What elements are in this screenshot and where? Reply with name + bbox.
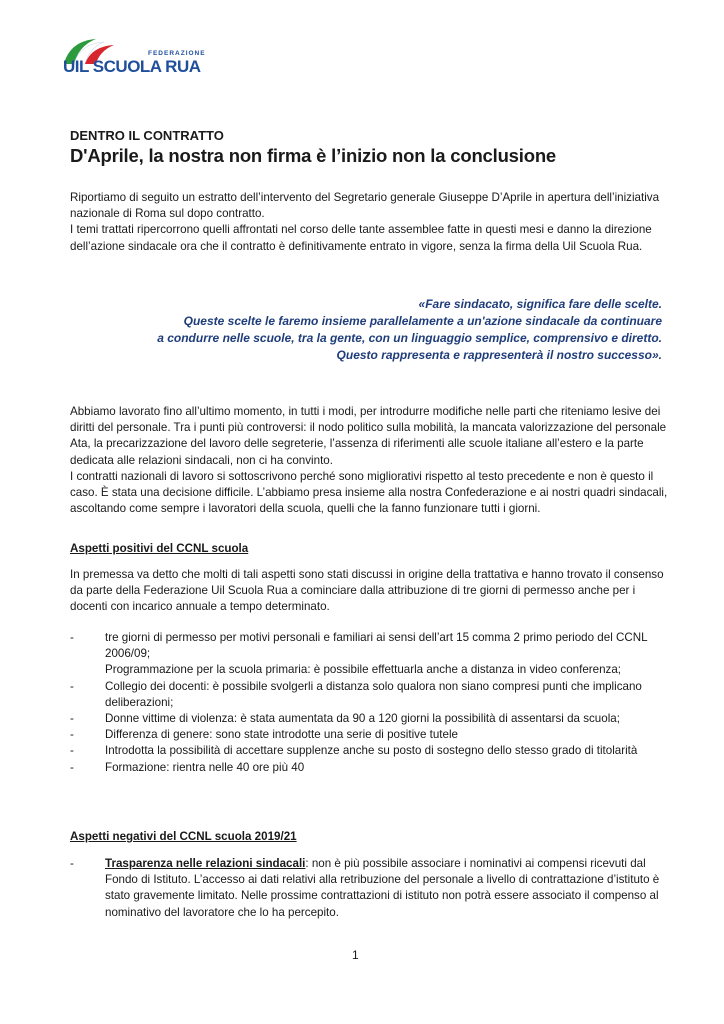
- list-item-text: Collegio dei docenti: è possibile svolgerli a distanza solo qualora non siano compresi punti che implicano deliberazioni;: [105, 679, 642, 709]
- page-number: 1: [352, 948, 359, 962]
- bullet-dash: -: [70, 857, 74, 870]
- list-item: [70, 760, 680, 776]
- list-item-text: : non è più possibile associare i nominativi ai compensi ricevuti dal Fondo di Istituto. L’accesso ai dati relativi alla retribuzione del personale a livello di contrattazione d’istituto è stato gravemente limitato. Nelle prossime contrattazioni di istituto non potrà essere associato il compenso al nominativo del lavoratore che lo ha percepito.: [105, 857, 660, 919]
- list-item: [70, 679, 680, 711]
- body-paragraph: [70, 404, 670, 517]
- quote-line: «Fare sindacato, significa fare delle scelte.: [418, 297, 662, 311]
- positive-aspects-list: [70, 630, 680, 776]
- quote-line: a condurre nelle scuole, tra la gente, con un linguaggio semplice, comprensivo e diretto.: [157, 331, 662, 345]
- bullet-dash: -: [70, 712, 74, 726]
- list-item-subtext: Programmazione per la scuola primaria: è possibile effettuarla anche a distanza in video conferenza;: [105, 663, 621, 677]
- quote-line: Questo rappresenta e rappresenterà il nostro successo».: [336, 348, 662, 362]
- body-line: I contratti nazionali di lavoro si sottoscrivono perché sono migliorativi rispetto al testo precedente e non è questo il caso. È stata una decisione difficile. L’abbiamo presa insieme alla nostra Confederazione e ai nostri quadri sindacali, ascoltando come sempre i lavoratori della scuola, quelli che la fanno funzionare tutti i giorni.: [70, 469, 668, 516]
- bullet-dash: -: [70, 728, 74, 742]
- bullet-dash: -: [70, 679, 74, 693]
- list-item: [70, 630, 680, 679]
- pull-quote: [102, 296, 662, 364]
- list-item-text: tre giorni di permesso per motivi personali e familiari ai sensi dell’art 15 comma 2 primo periodo del CCNL 2006/09;: [105, 631, 648, 661]
- logo-federazione-text: FEDERAZIONE: [148, 50, 206, 57]
- negative-aspects-list: [70, 856, 680, 921]
- article-title: D'Aprile, la nostra non firma è l’inizio non la conclusione: [70, 145, 557, 166]
- list-item: [70, 856, 680, 921]
- bullet-dash: -: [70, 760, 74, 774]
- body-line: Abbiamo lavorato fino all’ultimo momento, in tutti i modi, per introdurre modifiche nelle parti che riteniamo lesive dei diritti del personale. Tra i punti più controversi: il nodo politico sulla mobilità, la mancata valorizzazione del personale Ata, la precarizzazione del lavoro delle segreterie, l’assenza di riferimenti alle scuole italiane all’estero e la parte dedicata alle relazioni sindacali, non ci ha convinto.: [70, 405, 667, 467]
- positive-intro-paragraph: [70, 567, 670, 616]
- list-item-text: Donne vittime di violenza: è stata aumentata da 90 a 120 giorni la possibilità di assentarsi da scuola;: [105, 712, 620, 726]
- positive-aspects-heading: Aspetti positivi del CCNL scuola: [70, 542, 249, 555]
- article-kicker: DENTRO IL CONTRATTO: [70, 128, 224, 143]
- list-item-text: Differenza di genere: sono state introdotte una serie di positive tutele: [105, 728, 458, 742]
- list-item: [70, 743, 680, 759]
- list-item-text: Formazione: rientra nelle 40 ore più 40: [105, 760, 305, 774]
- logo-brand-text: UIL SCUOLA RUA: [63, 57, 201, 76]
- list-item-text: Introdotta la possibilità di accettare supplenze anche su posto di sostegno dello stesso grado di titolarità: [105, 744, 638, 758]
- negative-aspects-heading: Aspetti negativi del CCNL scuola 2019/21: [70, 830, 297, 843]
- list-item-lead: Trasparenza nelle relazioni sindacali: [105, 857, 306, 870]
- intro-line: I temi trattati ripercorrono quelli affrontati nel corso delle tante assemblee fatte in questi mesi e danno la direzione dell’azione sindacale ora che il contratto è definitivamente entrato in vigore, senza la firma della Uil Scuola Rua.: [70, 223, 652, 253]
- intro-paragraph: [70, 190, 670, 255]
- list-item: [70, 727, 680, 743]
- list-item: [70, 711, 680, 727]
- intro-line: Riportiamo di seguito un estratto dell’intervento del Segretario generale Giuseppe D’Aprile in apertura dell’iniziativa nazionale di Roma sul dopo contratto.: [70, 191, 660, 221]
- quote-line: Queste scelte le faremo insieme parallelamente a un'azione sindacale da continuare: [183, 314, 662, 328]
- bullet-dash: -: [70, 631, 74, 644]
- bullet-dash: -: [70, 744, 74, 758]
- positive-intro-text: In premessa va detto che molti di tali aspetti sono stati discussi in origine della trattativa e hanno trovato il consenso da parte della Federazione Uil Scuola Rua a cominciare dalla attribuzione di tre giorni di permesso anche per i docenti con incarico annuale a tempo determinato.: [70, 568, 664, 614]
- uil-scuola-rua-logo: [58, 36, 208, 82]
